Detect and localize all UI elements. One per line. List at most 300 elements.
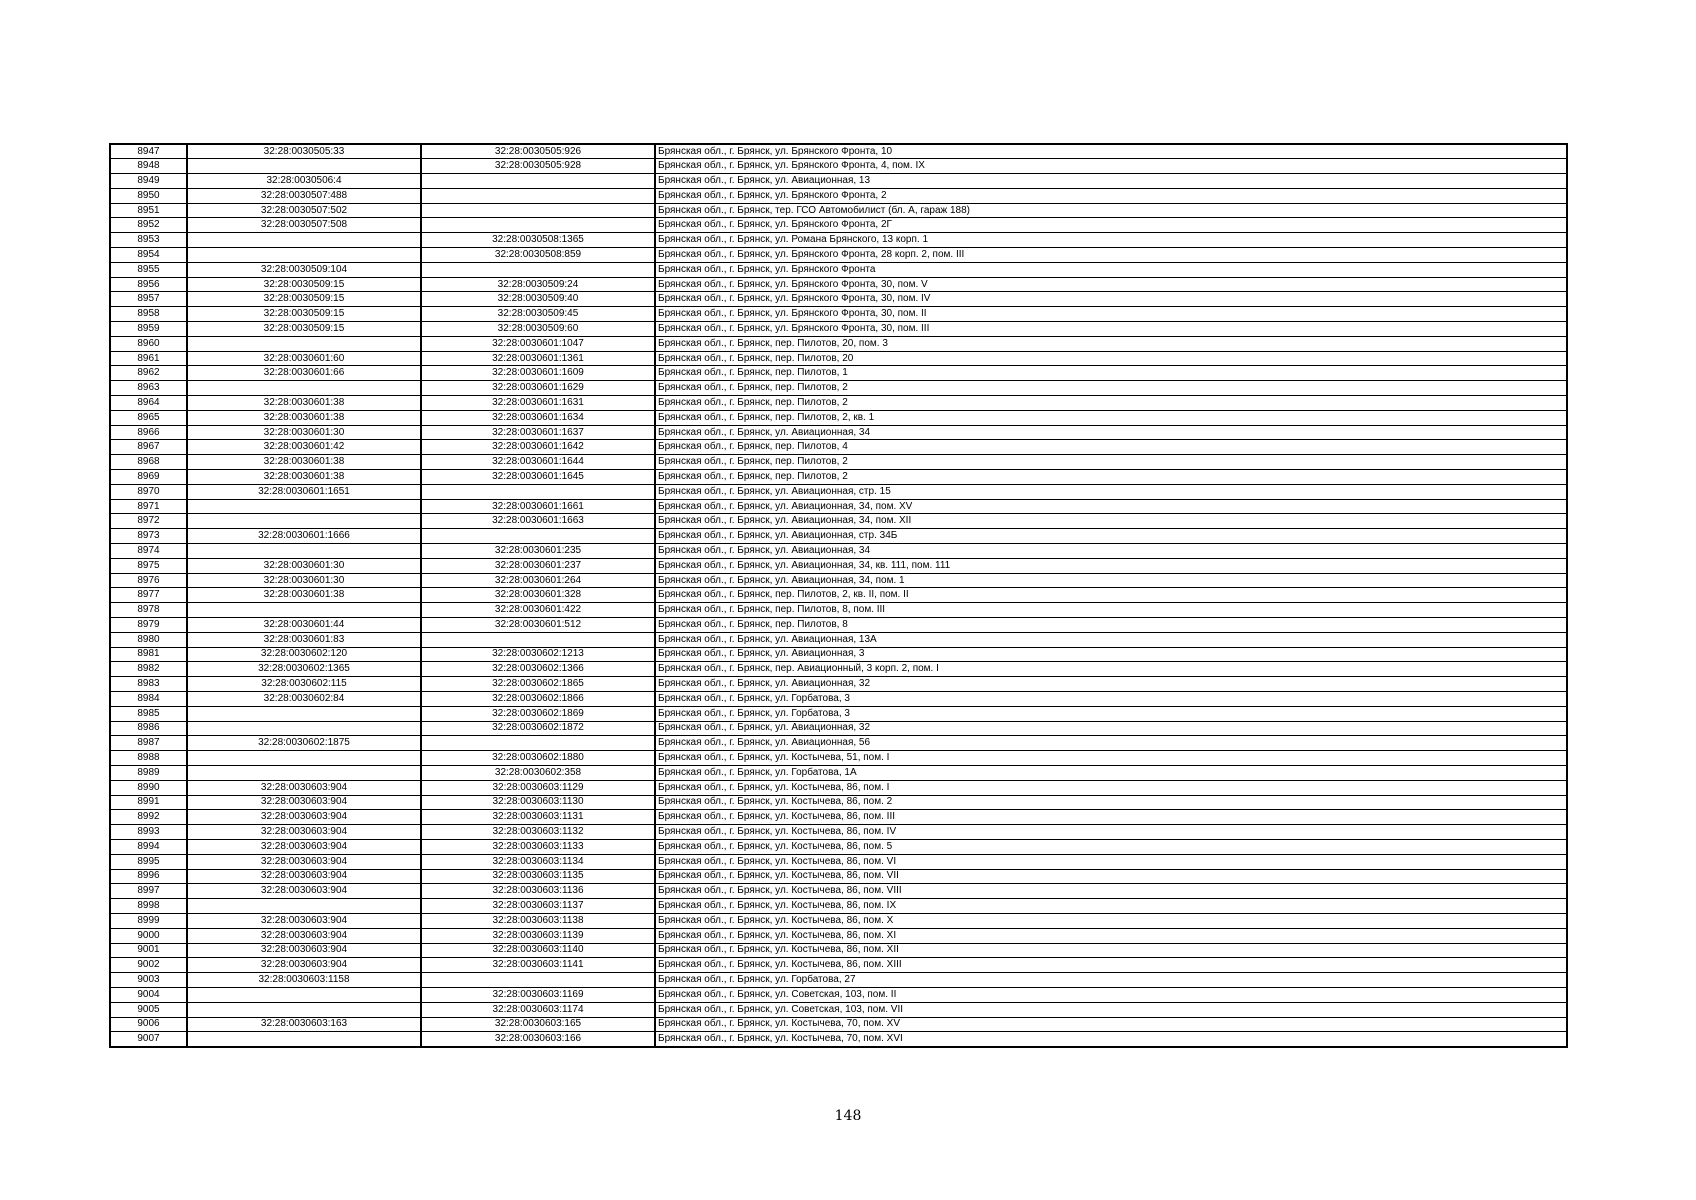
table-row bbox=[110, 277, 1567, 292]
address-cell: Брянская обл., г. Брянск, ул. Костычева, 86, пом. X bbox=[655, 913, 1567, 928]
table-row bbox=[110, 573, 1567, 588]
address-cell: Брянская обл., г. Брянск, пер. Пилотов, 2 bbox=[655, 381, 1567, 396]
object-cadastral-number-cell bbox=[421, 484, 655, 499]
address-cell: Брянская обл., г. Брянск, ул. Авиационная, 13 bbox=[655, 174, 1567, 189]
row-number-cell: 8974 bbox=[110, 544, 187, 559]
object-cadastral-number-cell: 32:28:0030601:237 bbox=[421, 558, 655, 573]
row-number-cell: 8947 bbox=[110, 144, 187, 159]
table-row bbox=[110, 1017, 1567, 1032]
table-row bbox=[110, 869, 1567, 884]
table-row bbox=[110, 440, 1567, 455]
table-row bbox=[110, 943, 1567, 958]
table-row bbox=[110, 647, 1567, 662]
table-row bbox=[110, 499, 1567, 514]
row-number-cell: 8988 bbox=[110, 751, 187, 766]
land-cadastral-number-cell: 32:28:0030603:904 bbox=[187, 854, 421, 869]
row-number-cell: 8971 bbox=[110, 499, 187, 514]
object-cadastral-number-cell: 32:28:0030603:1133 bbox=[421, 839, 655, 854]
table-row bbox=[110, 203, 1567, 218]
row-number-cell: 8964 bbox=[110, 396, 187, 411]
land-cadastral-number-cell: 32:28:0030601:1666 bbox=[187, 529, 421, 544]
row-number-cell: 8995 bbox=[110, 854, 187, 869]
address-cell: Брянская обл., г. Брянск, пер. Пилотов, 8, пом. III bbox=[655, 603, 1567, 618]
row-number-cell: 8993 bbox=[110, 825, 187, 840]
address-cell: Брянская обл., г. Брянск, пер. Пилотов, 2 bbox=[655, 470, 1567, 485]
address-cell: Брянская обл., г. Брянск, пер. Пилотов, 8 bbox=[655, 618, 1567, 633]
row-number-cell: 8976 bbox=[110, 573, 187, 588]
object-cadastral-number-cell: 32:28:0030603:166 bbox=[421, 1032, 655, 1047]
table-row bbox=[110, 662, 1567, 677]
table-row bbox=[110, 218, 1567, 233]
land-cadastral-number-cell: 32:28:0030603:904 bbox=[187, 795, 421, 810]
object-cadastral-number-cell: 32:28:0030601:328 bbox=[421, 588, 655, 603]
land-cadastral-number-cell: 32:28:0030601:42 bbox=[187, 440, 421, 455]
object-cadastral-number-cell bbox=[421, 632, 655, 647]
table-row bbox=[110, 529, 1567, 544]
land-cadastral-number-cell: 32:28:0030601:38 bbox=[187, 396, 421, 411]
row-number-cell: 8980 bbox=[110, 632, 187, 647]
object-cadastral-number-cell: 32:28:0030602:1869 bbox=[421, 706, 655, 721]
object-cadastral-number-cell: 32:28:0030602:1366 bbox=[421, 662, 655, 677]
address-cell: Брянская обл., г. Брянск, ул. Советская, 103, пом. VII bbox=[655, 1002, 1567, 1017]
address-cell: Брянская обл., г. Брянск, ул. Авиационная, 34, пом. XV bbox=[655, 499, 1567, 514]
table-row bbox=[110, 913, 1567, 928]
address-cell: Брянская обл., г. Брянск, ул. Брянского Фронта, 30, пом. V bbox=[655, 277, 1567, 292]
land-cadastral-number-cell bbox=[187, 159, 421, 174]
address-cell: Брянская обл., г. Брянск, ул. Костычева, 86, пом. VI bbox=[655, 854, 1567, 869]
table-row bbox=[110, 780, 1567, 795]
address-cell: Брянская обл., г. Брянск, ул. Костычева, 86, пом. XIII bbox=[655, 958, 1567, 973]
object-cadastral-number-cell: 32:28:0030603:1132 bbox=[421, 825, 655, 840]
object-cadastral-number-cell: 32:28:0030509:24 bbox=[421, 277, 655, 292]
row-number-cell: 8996 bbox=[110, 869, 187, 884]
land-cadastral-number-cell bbox=[187, 721, 421, 736]
row-number-cell: 9002 bbox=[110, 958, 187, 973]
address-cell: Брянская обл., г. Брянск, ул. Авиационная, 34 bbox=[655, 425, 1567, 440]
address-cell: Брянская обл., г. Брянск, ул. Брянского Фронта, 2Г bbox=[655, 218, 1567, 233]
land-cadastral-number-cell: 32:28:0030603:1158 bbox=[187, 973, 421, 988]
object-cadastral-number-cell: 32:28:0030603:1139 bbox=[421, 928, 655, 943]
row-number-cell: 8961 bbox=[110, 351, 187, 366]
address-cell: Брянская обл., г. Брянск, ул. Костычева, 86, пом. IX bbox=[655, 899, 1567, 914]
row-number-cell: 8991 bbox=[110, 795, 187, 810]
table-row bbox=[110, 484, 1567, 499]
land-cadastral-number-cell bbox=[187, 336, 421, 351]
address-cell: Брянская обл., г. Брянск, пер. Пилотов, 2 bbox=[655, 396, 1567, 411]
row-number-cell: 8982 bbox=[110, 662, 187, 677]
object-cadastral-number-cell: 32:28:0030601:1645 bbox=[421, 470, 655, 485]
object-cadastral-number-cell bbox=[421, 203, 655, 218]
address-cell: Брянская обл., г. Брянск, ул. Брянского Фронта, 10 bbox=[655, 144, 1567, 159]
table-row bbox=[110, 603, 1567, 618]
table-row bbox=[110, 425, 1567, 440]
land-cadastral-number-cell: 32:28:0030601:30 bbox=[187, 558, 421, 573]
address-cell: Брянская обл., г. Брянск, ул. Авиационная, стр. 34Б bbox=[655, 529, 1567, 544]
object-cadastral-number-cell: 32:28:0030602:1865 bbox=[421, 677, 655, 692]
registry-table-body bbox=[110, 144, 1567, 1047]
land-cadastral-number-cell: 32:28:0030603:904 bbox=[187, 869, 421, 884]
table-row bbox=[110, 410, 1567, 425]
land-cadastral-number-cell: 32:28:0030601:60 bbox=[187, 351, 421, 366]
row-number-cell: 8973 bbox=[110, 529, 187, 544]
row-number-cell: 8949 bbox=[110, 174, 187, 189]
row-number-cell: 8954 bbox=[110, 248, 187, 263]
land-cadastral-number-cell: 32:28:0030601:83 bbox=[187, 632, 421, 647]
address-cell: Брянская обл., г. Брянск, ул. Авиационная, 3 bbox=[655, 647, 1567, 662]
table-row bbox=[110, 381, 1567, 396]
address-cell: Брянская обл., г. Брянск, ул. Брянского Фронта, 30, пом. III bbox=[655, 322, 1567, 337]
address-cell: Брянская обл., г. Брянск, ул. Костычева, 70, пом. XV bbox=[655, 1017, 1567, 1032]
page-number: 148 bbox=[834, 1108, 862, 1124]
land-cadastral-number-cell: 32:28:0030601:38 bbox=[187, 455, 421, 470]
row-number-cell: 8952 bbox=[110, 218, 187, 233]
row-number-cell: 9005 bbox=[110, 1002, 187, 1017]
address-cell: Брянская обл., г. Брянск, ул. Горбатова, 3 bbox=[655, 706, 1567, 721]
land-cadastral-number-cell: 32:28:0030603:904 bbox=[187, 913, 421, 928]
table-row bbox=[110, 322, 1567, 337]
table-row bbox=[110, 958, 1567, 973]
land-cadastral-number-cell: 32:28:0030601:1651 bbox=[187, 484, 421, 499]
row-number-cell: 8959 bbox=[110, 322, 187, 337]
address-cell: Брянская обл., г. Брянск, ул. Горбатова, 1А bbox=[655, 765, 1567, 780]
table-row bbox=[110, 825, 1567, 840]
address-cell: Брянская обл., г. Брянск, ул. Брянского Фронта, 4, пом. IX bbox=[655, 159, 1567, 174]
table-row bbox=[110, 810, 1567, 825]
object-cadastral-number-cell: 32:28:0030601:1047 bbox=[421, 336, 655, 351]
object-cadastral-number-cell: 32:28:0030603:1174 bbox=[421, 1002, 655, 1017]
land-cadastral-number-cell: 32:28:0030601:38 bbox=[187, 410, 421, 425]
address-cell: Брянская обл., г. Брянск, пер. Пилотов, 4 bbox=[655, 440, 1567, 455]
land-cadastral-number-cell: 32:28:0030505:33 bbox=[187, 144, 421, 159]
land-cadastral-number-cell bbox=[187, 514, 421, 529]
land-cadastral-number-cell: 32:28:0030602:1875 bbox=[187, 736, 421, 751]
table-row bbox=[110, 884, 1567, 899]
object-cadastral-number-cell: 32:28:0030601:1644 bbox=[421, 455, 655, 470]
table-row bbox=[110, 928, 1567, 943]
row-number-cell: 8957 bbox=[110, 292, 187, 307]
table-row bbox=[110, 973, 1567, 988]
land-cadastral-number-cell: 32:28:0030507:508 bbox=[187, 218, 421, 233]
address-cell: Брянская обл., г. Брянск, ул. Советская, 103, пом. II bbox=[655, 987, 1567, 1002]
table-row bbox=[110, 1002, 1567, 1017]
land-cadastral-number-cell: 32:28:0030601:30 bbox=[187, 573, 421, 588]
land-cadastral-number-cell bbox=[187, 899, 421, 914]
row-number-cell: 8970 bbox=[110, 484, 187, 499]
object-cadastral-number-cell: 32:28:0030603:1140 bbox=[421, 943, 655, 958]
row-number-cell: 8975 bbox=[110, 558, 187, 573]
table-row bbox=[110, 248, 1567, 263]
land-cadastral-number-cell bbox=[187, 248, 421, 263]
address-cell: Брянская обл., г. Брянск, ул. Костычева, 86, пом. XII bbox=[655, 943, 1567, 958]
land-cadastral-number-cell: 32:28:0030603:904 bbox=[187, 839, 421, 854]
table-row bbox=[110, 736, 1567, 751]
land-cadastral-number-cell bbox=[187, 751, 421, 766]
object-cadastral-number-cell: 32:28:0030601:235 bbox=[421, 544, 655, 559]
table-row bbox=[110, 396, 1567, 411]
row-number-cell: 8963 bbox=[110, 381, 187, 396]
row-number-cell: 8992 bbox=[110, 810, 187, 825]
row-number-cell: 8987 bbox=[110, 736, 187, 751]
object-cadastral-number-cell: 32:28:0030601:1631 bbox=[421, 396, 655, 411]
table-row bbox=[110, 751, 1567, 766]
land-cadastral-number-cell: 32:28:0030603:904 bbox=[187, 810, 421, 825]
land-cadastral-number-cell: 32:28:0030603:904 bbox=[187, 780, 421, 795]
object-cadastral-number-cell: 32:28:0030602:1880 bbox=[421, 751, 655, 766]
table-row bbox=[110, 839, 1567, 854]
land-cadastral-number-cell: 32:28:0030507:488 bbox=[187, 188, 421, 203]
row-number-cell: 8998 bbox=[110, 899, 187, 914]
row-number-cell: 9003 bbox=[110, 973, 187, 988]
address-cell: Брянская обл., г. Брянск, ул. Брянского Фронта, 2 bbox=[655, 188, 1567, 203]
address-cell: Брянская обл., г. Брянск, ул. Брянского Фронта, 30, пом. II bbox=[655, 307, 1567, 322]
row-number-cell: 8972 bbox=[110, 514, 187, 529]
land-cadastral-number-cell: 32:28:0030603:904 bbox=[187, 825, 421, 840]
address-cell: Брянская обл., г. Брянск, ул. Костычева, 86, пом. 5 bbox=[655, 839, 1567, 854]
row-number-cell: 9000 bbox=[110, 928, 187, 943]
address-cell: Брянская обл., г. Брянск, пер. Пилотов, 20, пом. 3 bbox=[655, 336, 1567, 351]
object-cadastral-number-cell: 32:28:0030601:422 bbox=[421, 603, 655, 618]
row-number-cell: 8968 bbox=[110, 455, 187, 470]
row-number-cell: 8989 bbox=[110, 765, 187, 780]
row-number-cell: 8965 bbox=[110, 410, 187, 425]
table-row bbox=[110, 1032, 1567, 1047]
table-row bbox=[110, 351, 1567, 366]
row-number-cell: 8960 bbox=[110, 336, 187, 351]
land-cadastral-number-cell bbox=[187, 544, 421, 559]
row-number-cell: 8981 bbox=[110, 647, 187, 662]
address-cell: Брянская обл., г. Брянск, ул. Горбатова, 27 bbox=[655, 973, 1567, 988]
land-cadastral-number-cell: 32:28:0030601:38 bbox=[187, 470, 421, 485]
object-cadastral-number-cell: 32:28:0030601:1629 bbox=[421, 381, 655, 396]
land-cadastral-number-cell bbox=[187, 499, 421, 514]
address-cell: Брянская обл., г. Брянск, пер. Пилотов, 2, кв. II, пом. II bbox=[655, 588, 1567, 603]
address-cell: Брянская обл., г. Брянск, ул. Авиационная, 34 bbox=[655, 544, 1567, 559]
land-cadastral-number-cell: 32:28:0030601:66 bbox=[187, 366, 421, 381]
table-row bbox=[110, 558, 1567, 573]
address-cell: Брянская обл., г. Брянск, ул. Костычева, 86, пом. VIII bbox=[655, 884, 1567, 899]
land-cadastral-number-cell bbox=[187, 1002, 421, 1017]
table-row bbox=[110, 765, 1567, 780]
land-cadastral-number-cell: 32:28:0030509:104 bbox=[187, 262, 421, 277]
address-cell: Брянская обл., г. Брянск, ул. Горбатова, 3 bbox=[655, 691, 1567, 706]
land-cadastral-number-cell bbox=[187, 765, 421, 780]
row-number-cell: 8994 bbox=[110, 839, 187, 854]
land-cadastral-number-cell: 32:28:0030602:115 bbox=[187, 677, 421, 692]
row-number-cell: 8990 bbox=[110, 780, 187, 795]
row-number-cell: 8967 bbox=[110, 440, 187, 455]
table-row bbox=[110, 159, 1567, 174]
row-number-cell: 8977 bbox=[110, 588, 187, 603]
object-cadastral-number-cell: 32:28:0030509:45 bbox=[421, 307, 655, 322]
address-cell: Брянская обл., г. Брянск, ул. Костычева, 86, пом. I bbox=[655, 780, 1567, 795]
object-cadastral-number-cell: 32:28:0030602:1872 bbox=[421, 721, 655, 736]
object-cadastral-number-cell: 32:28:0030603:1138 bbox=[421, 913, 655, 928]
row-number-cell: 9001 bbox=[110, 943, 187, 958]
object-cadastral-number-cell: 32:28:0030603:165 bbox=[421, 1017, 655, 1032]
object-cadastral-number-cell bbox=[421, 174, 655, 189]
table-row bbox=[110, 677, 1567, 692]
table-row bbox=[110, 262, 1567, 277]
land-cadastral-number-cell: 32:28:0030507:502 bbox=[187, 203, 421, 218]
table-row bbox=[110, 632, 1567, 647]
address-cell: Брянская обл., г. Брянск, ул. Брянского Фронта, 30, пом. IV bbox=[655, 292, 1567, 307]
object-cadastral-number-cell: 32:28:0030601:1661 bbox=[421, 499, 655, 514]
table-row bbox=[110, 144, 1567, 159]
object-cadastral-number-cell: 32:28:0030603:1137 bbox=[421, 899, 655, 914]
row-number-cell: 8969 bbox=[110, 470, 187, 485]
row-number-cell: 8986 bbox=[110, 721, 187, 736]
object-cadastral-number-cell: 32:28:0030601:1637 bbox=[421, 425, 655, 440]
address-cell: Брянская обл., г. Брянск, пер. Авиационный, 3 корп. 2, пом. I bbox=[655, 662, 1567, 677]
land-cadastral-number-cell: 32:28:0030509:15 bbox=[187, 292, 421, 307]
land-cadastral-number-cell: 32:28:0030509:15 bbox=[187, 322, 421, 337]
table-row bbox=[110, 854, 1567, 869]
row-number-cell: 9006 bbox=[110, 1017, 187, 1032]
table-row bbox=[110, 455, 1567, 470]
address-cell: Брянская обл., г. Брянск, ул. Костычева, 51, пом. I bbox=[655, 751, 1567, 766]
table-row bbox=[110, 188, 1567, 203]
table-row bbox=[110, 987, 1567, 1002]
table-row bbox=[110, 721, 1567, 736]
object-cadastral-number-cell: 32:28:0030508:1365 bbox=[421, 233, 655, 248]
object-cadastral-number-cell: 32:28:0030601:264 bbox=[421, 573, 655, 588]
land-cadastral-number-cell: 32:28:0030603:163 bbox=[187, 1017, 421, 1032]
address-cell: Брянская обл., г. Брянск, ул. Авиационная, 34, кв. 111, пом. 111 bbox=[655, 558, 1567, 573]
address-cell: Брянская обл., г. Брянск, ул. Костычева, 86, пом. XI bbox=[655, 928, 1567, 943]
table-row bbox=[110, 618, 1567, 633]
address-cell: Брянская обл., г. Брянск, ул. Романа Брянского, 13 корп. 1 bbox=[655, 233, 1567, 248]
address-cell: Брянская обл., г. Брянск, пер. Пилотов, 1 bbox=[655, 366, 1567, 381]
row-number-cell: 8948 bbox=[110, 159, 187, 174]
table-row bbox=[110, 366, 1567, 381]
row-number-cell: 8978 bbox=[110, 603, 187, 618]
address-cell: Брянская обл., г. Брянск, ул. Костычева, 86, пом. VII bbox=[655, 869, 1567, 884]
land-cadastral-number-cell bbox=[187, 706, 421, 721]
object-cadastral-number-cell: 32:28:0030509:60 bbox=[421, 322, 655, 337]
address-cell: Брянская обл., г. Брянск, ул. Авиационная, 34, пом. 1 bbox=[655, 573, 1567, 588]
row-number-cell: 9007 bbox=[110, 1032, 187, 1047]
table-row bbox=[110, 691, 1567, 706]
table-row bbox=[110, 899, 1567, 914]
object-cadastral-number-cell: 32:28:0030603:1135 bbox=[421, 869, 655, 884]
land-cadastral-number-cell: 32:28:0030603:904 bbox=[187, 943, 421, 958]
table-row bbox=[110, 470, 1567, 485]
object-cadastral-number-cell: 32:28:0030508:859 bbox=[421, 248, 655, 263]
address-cell: Брянская обл., г. Брянск, ул. Авиационная, 34, пом. XII bbox=[655, 514, 1567, 529]
row-number-cell: 8955 bbox=[110, 262, 187, 277]
object-cadastral-number-cell: 32:28:0030505:926 bbox=[421, 144, 655, 159]
object-cadastral-number-cell bbox=[421, 262, 655, 277]
row-number-cell: 8958 bbox=[110, 307, 187, 322]
table-row bbox=[110, 292, 1567, 307]
row-number-cell: 8966 bbox=[110, 425, 187, 440]
registry-table bbox=[109, 143, 1568, 1048]
object-cadastral-number-cell: 32:28:0030603:1130 bbox=[421, 795, 655, 810]
table-row bbox=[110, 233, 1567, 248]
table-row bbox=[110, 307, 1567, 322]
table-row bbox=[110, 174, 1567, 189]
registry-table-container bbox=[109, 143, 1566, 1048]
object-cadastral-number-cell: 32:28:0030505:928 bbox=[421, 159, 655, 174]
row-number-cell: 9004 bbox=[110, 987, 187, 1002]
row-number-cell: 8984 bbox=[110, 691, 187, 706]
row-number-cell: 8985 bbox=[110, 706, 187, 721]
table-row bbox=[110, 544, 1567, 559]
land-cadastral-number-cell: 32:28:0030603:904 bbox=[187, 958, 421, 973]
table-row bbox=[110, 706, 1567, 721]
address-cell: Брянская обл., г. Брянск, ул. Авиационная, 13А bbox=[655, 632, 1567, 647]
object-cadastral-number-cell: 32:28:0030601:1634 bbox=[421, 410, 655, 425]
row-number-cell: 8950 bbox=[110, 188, 187, 203]
object-cadastral-number-cell: 32:28:0030603:1141 bbox=[421, 958, 655, 973]
address-cell: Брянская обл., г. Брянск, ул. Брянского Фронта bbox=[655, 262, 1567, 277]
land-cadastral-number-cell: 32:28:0030602:84 bbox=[187, 691, 421, 706]
address-cell: Брянская обл., г. Брянск, ул. Авиационная, стр. 15 bbox=[655, 484, 1567, 499]
object-cadastral-number-cell: 32:28:0030509:40 bbox=[421, 292, 655, 307]
land-cadastral-number-cell: 32:28:0030509:15 bbox=[187, 307, 421, 322]
land-cadastral-number-cell bbox=[187, 233, 421, 248]
address-cell: Брянская обл., г. Брянск, ул. Костычева, 70, пом. XVI bbox=[655, 1032, 1567, 1047]
table-row bbox=[110, 336, 1567, 351]
land-cadastral-number-cell: 32:28:0030603:904 bbox=[187, 928, 421, 943]
object-cadastral-number-cell bbox=[421, 529, 655, 544]
land-cadastral-number-cell bbox=[187, 381, 421, 396]
land-cadastral-number-cell: 32:28:0030602:1365 bbox=[187, 662, 421, 677]
address-cell: Брянская обл., г. Брянск, пер. Пилотов, 2 bbox=[655, 455, 1567, 470]
object-cadastral-number-cell: 32:28:0030602:1213 bbox=[421, 647, 655, 662]
table-row bbox=[110, 514, 1567, 529]
address-cell: Брянская обл., г. Брянск, ул. Авиационная, 32 bbox=[655, 677, 1567, 692]
land-cadastral-number-cell: 32:28:0030602:120 bbox=[187, 647, 421, 662]
object-cadastral-number-cell: 32:28:0030601:1361 bbox=[421, 351, 655, 366]
row-number-cell: 8979 bbox=[110, 618, 187, 633]
object-cadastral-number-cell: 32:28:0030601:1642 bbox=[421, 440, 655, 455]
land-cadastral-number-cell: 32:28:0030506:4 bbox=[187, 174, 421, 189]
row-number-cell: 8951 bbox=[110, 203, 187, 218]
object-cadastral-number-cell: 32:28:0030603:1134 bbox=[421, 854, 655, 869]
row-number-cell: 8956 bbox=[110, 277, 187, 292]
object-cadastral-number-cell bbox=[421, 218, 655, 233]
address-cell: Брянская обл., г. Брянск, ул. Брянского Фронта, 28 корп. 2, пом. III bbox=[655, 248, 1567, 263]
row-number-cell: 8999 bbox=[110, 913, 187, 928]
object-cadastral-number-cell bbox=[421, 736, 655, 751]
row-number-cell: 8953 bbox=[110, 233, 187, 248]
table-row bbox=[110, 795, 1567, 810]
land-cadastral-number-cell: 32:28:0030509:15 bbox=[187, 277, 421, 292]
land-cadastral-number-cell: 32:28:0030601:38 bbox=[187, 588, 421, 603]
object-cadastral-number-cell: 32:28:0030601:1609 bbox=[421, 366, 655, 381]
land-cadastral-number-cell bbox=[187, 603, 421, 618]
address-cell: Брянская обл., г. Брянск, тер. ГСО Автомобилист (бл. А, гараж 188) bbox=[655, 203, 1567, 218]
address-cell: Брянская обл., г. Брянск, пер. Пилотов, 20 bbox=[655, 351, 1567, 366]
row-number-cell: 8983 bbox=[110, 677, 187, 692]
land-cadastral-number-cell: 32:28:0030603:904 bbox=[187, 884, 421, 899]
object-cadastral-number-cell: 32:28:0030603:1131 bbox=[421, 810, 655, 825]
object-cadastral-number-cell: 32:28:0030602:1866 bbox=[421, 691, 655, 706]
object-cadastral-number-cell: 32:28:0030603:1136 bbox=[421, 884, 655, 899]
table-row bbox=[110, 588, 1567, 603]
object-cadastral-number-cell: 32:28:0030601:1663 bbox=[421, 514, 655, 529]
object-cadastral-number-cell bbox=[421, 188, 655, 203]
address-cell: Брянская обл., г. Брянск, пер. Пилотов, 2, кв. 1 bbox=[655, 410, 1567, 425]
address-cell: Брянская обл., г. Брянск, ул. Костычева, 86, пом. IV bbox=[655, 825, 1567, 840]
object-cadastral-number-cell bbox=[421, 973, 655, 988]
object-cadastral-number-cell: 32:28:0030602:358 bbox=[421, 765, 655, 780]
address-cell: Брянская обл., г. Брянск, ул. Костычева, 86, пом. 2 bbox=[655, 795, 1567, 810]
land-cadastral-number-cell: 32:28:0030601:30 bbox=[187, 425, 421, 440]
object-cadastral-number-cell: 32:28:0030603:1129 bbox=[421, 780, 655, 795]
land-cadastral-number-cell: 32:28:0030601:44 bbox=[187, 618, 421, 633]
